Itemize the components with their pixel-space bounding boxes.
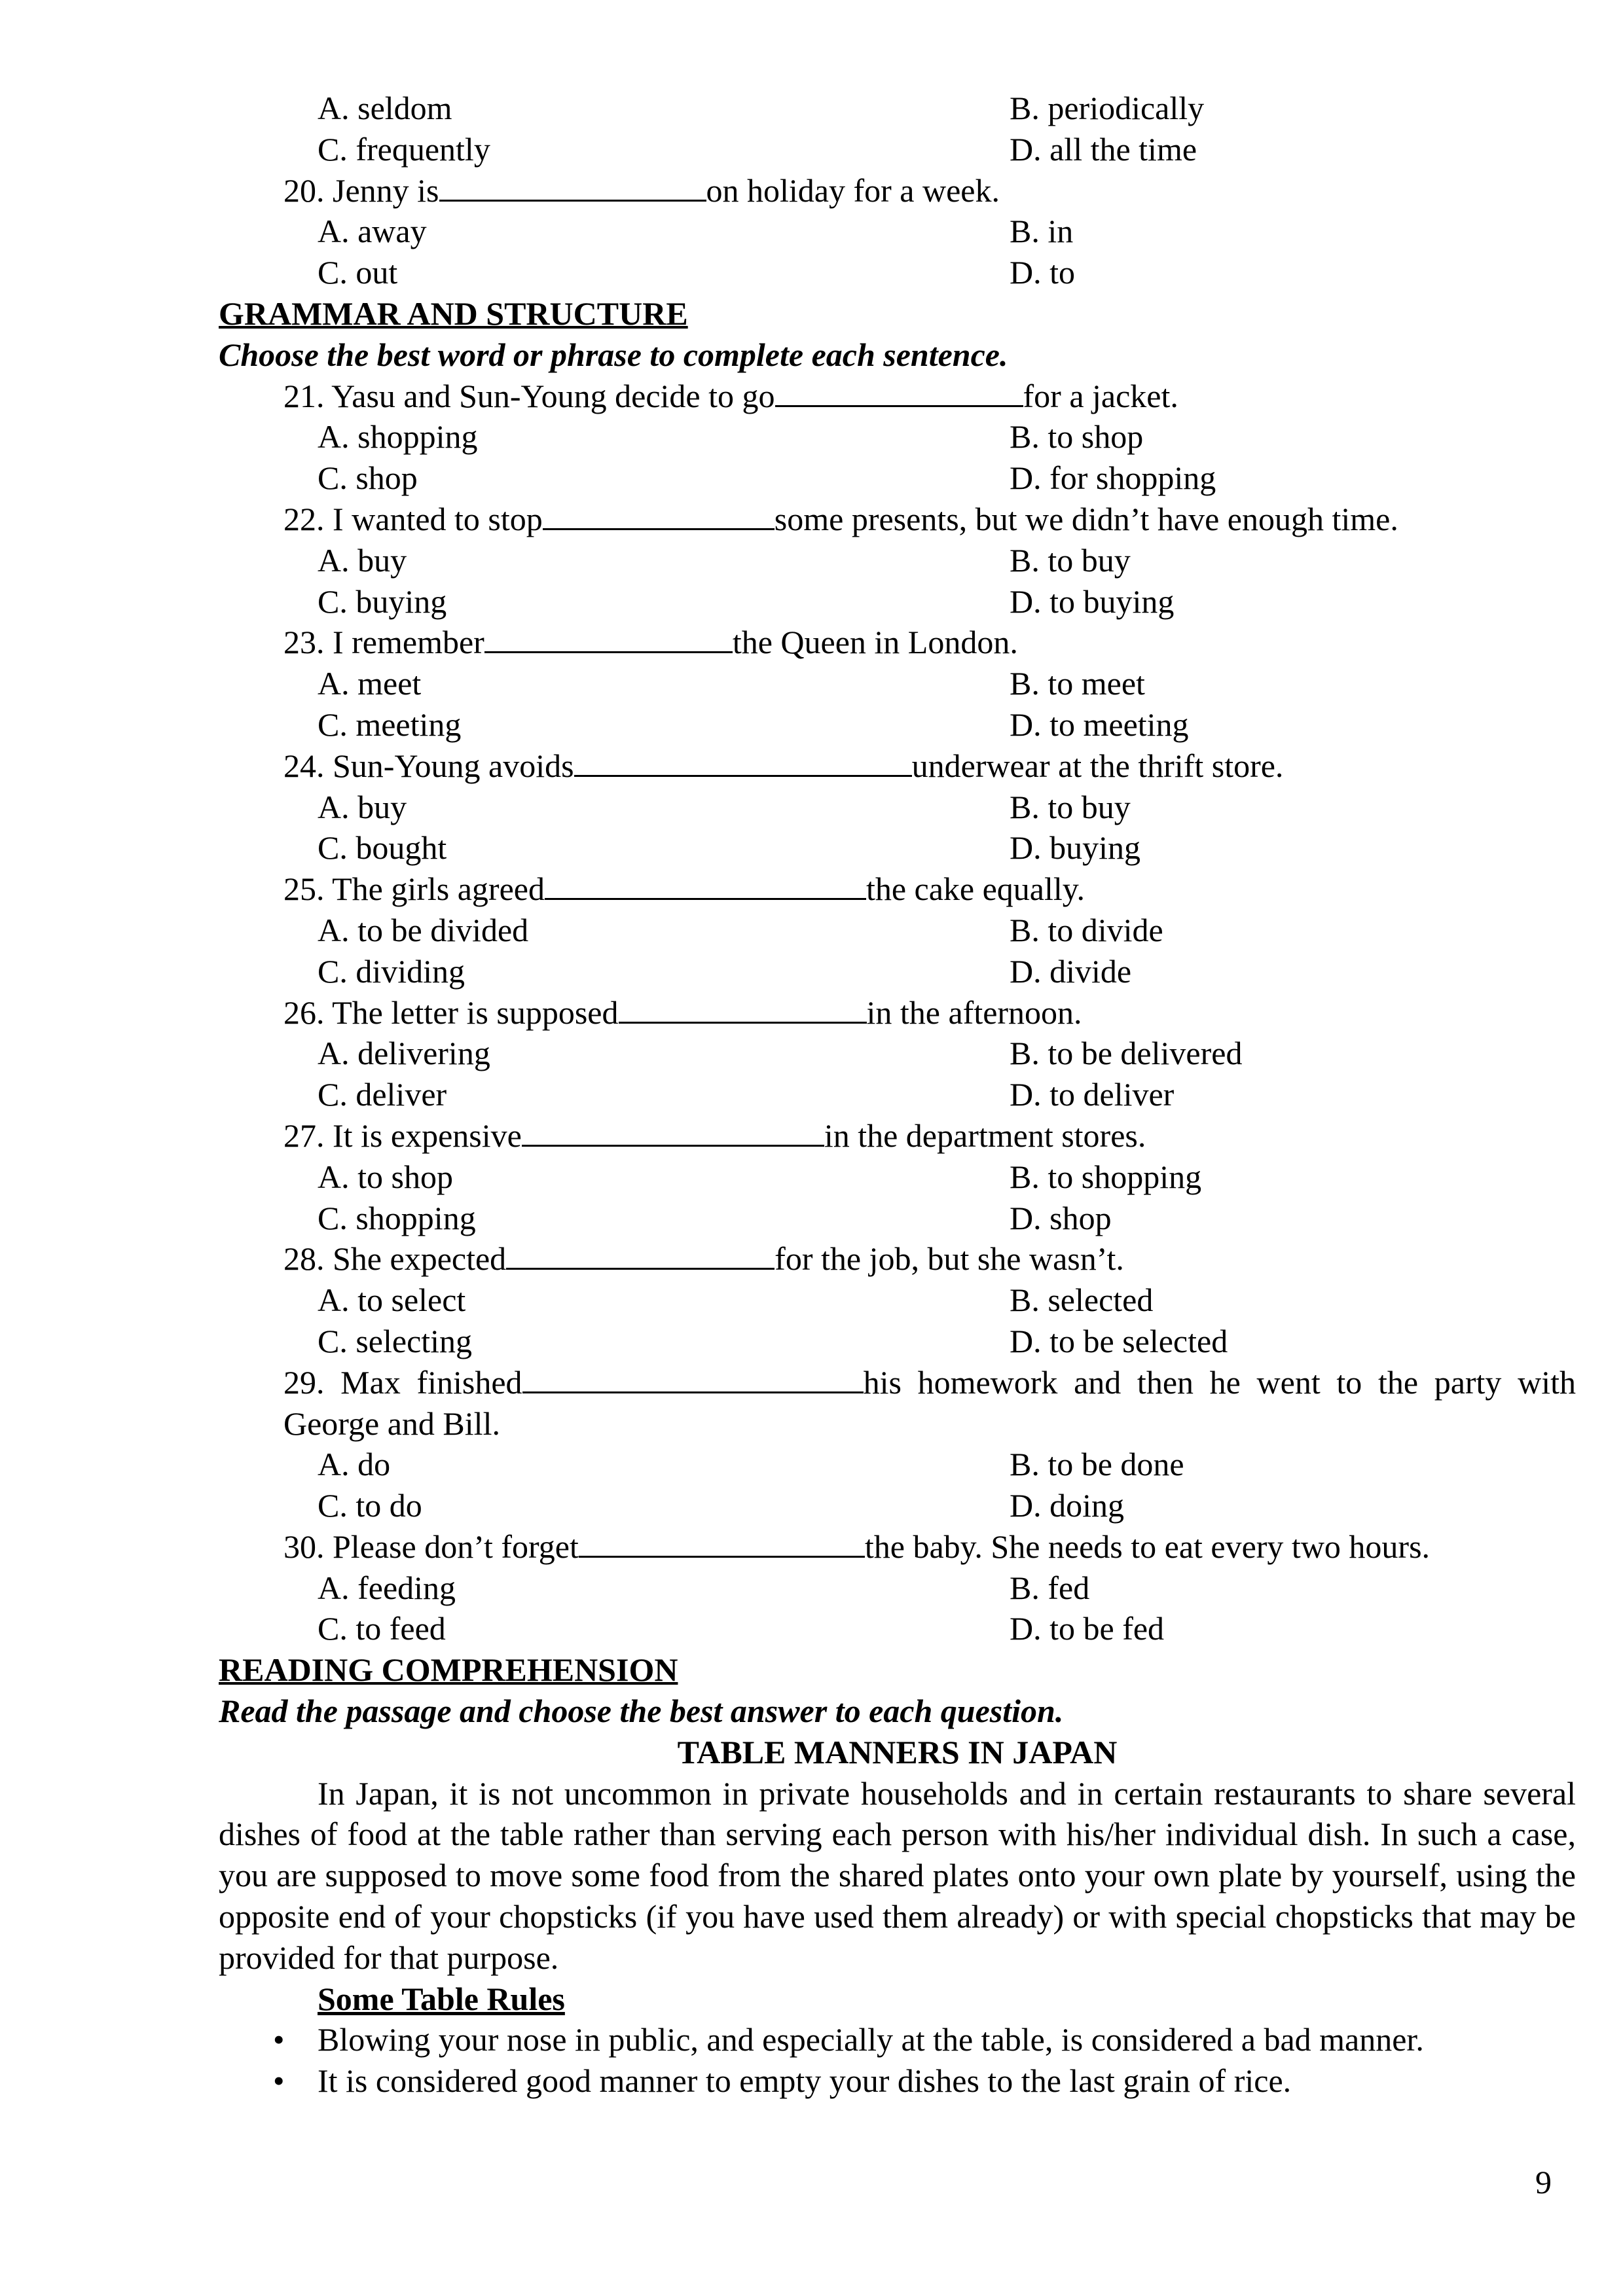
question-text: 25. The girls agreed — [283, 870, 545, 908]
rule-item — [219, 2019, 1576, 2060]
bullet-icon: • — [273, 2062, 285, 2100]
answer-blank — [522, 1363, 864, 1393]
options-row — [318, 540, 1576, 581]
section-instruction-grammar: Choose the best word or phrase to complete each sentence. — [219, 336, 1008, 373]
options-row — [318, 1280, 1576, 1321]
answer-blank — [619, 993, 867, 1024]
options-row — [318, 1321, 1576, 1362]
options-row — [318, 88, 1576, 129]
option-c: C. to do — [318, 1487, 422, 1524]
options-row — [318, 1485, 1576, 1526]
question-25 — [283, 869, 1576, 910]
options-row — [318, 457, 1576, 499]
option-c: C. out — [318, 254, 398, 291]
question-text: in the afternoon. — [866, 994, 1082, 1031]
options-row — [318, 1157, 1576, 1198]
question-30 — [283, 1526, 1576, 1568]
passage-title: TABLE MANNERS IN JAPAN — [677, 1733, 1118, 1770]
rule-text: It is considered good manner to empty your dishes to the last grain of rice. — [318, 2062, 1292, 2100]
worksheet-page — [219, 88, 1576, 2102]
question-text: the cake equally. — [866, 870, 1085, 908]
question-text: the baby. She needs to eat every two hours. — [864, 1528, 1431, 1565]
rule-item — [219, 2060, 1576, 2102]
question-text: 30. Please don’t forget — [283, 1528, 579, 1565]
option-c: C. bought — [318, 829, 447, 867]
options-row — [318, 1608, 1576, 1649]
option-c: C. selecting — [318, 1322, 473, 1359]
question-20 — [283, 170, 1576, 211]
passage-subheading — [318, 1979, 1576, 2020]
option-a: A. buy — [318, 541, 407, 579]
option-c: C. frequently — [318, 130, 490, 168]
options-row — [318, 663, 1576, 704]
question-26 — [283, 992, 1576, 1033]
section-heading-grammar: GRAMMAR AND STRUCTURE — [219, 295, 688, 332]
options-row — [318, 910, 1576, 951]
options-row — [318, 827, 1576, 869]
options-row — [318, 1033, 1576, 1074]
option-a: A. to select — [318, 1282, 466, 1319]
question-text: 21. Yasu and Sun-Young decide to go — [283, 377, 775, 414]
option-b: B. to buy — [1010, 541, 1131, 579]
option-d: D. all the time — [1010, 130, 1197, 168]
options-row — [318, 787, 1576, 828]
answer-blank — [543, 499, 775, 530]
option-b: B. to be done — [1010, 1446, 1184, 1483]
question-27 — [283, 1115, 1576, 1157]
answer-blank — [522, 1116, 824, 1147]
answer-blank — [579, 1527, 865, 1558]
options-row — [318, 1198, 1576, 1239]
option-b: B. selected — [1010, 1282, 1154, 1319]
question-21 — [283, 376, 1576, 417]
question-29 — [283, 1362, 1576, 1444]
option-a: A. seldom — [318, 90, 452, 126]
options-row — [318, 951, 1576, 992]
option-b: B. to shop — [1010, 418, 1144, 456]
options-row — [318, 1074, 1576, 1115]
option-c: C. shop — [318, 459, 418, 497]
option-a: A. feeding — [318, 1569, 456, 1606]
answer-blank — [506, 1239, 775, 1270]
option-a: A. shopping — [318, 418, 478, 456]
question-24 — [283, 745, 1576, 787]
option-c: C. shopping — [318, 1199, 476, 1236]
options-row — [318, 252, 1576, 293]
option-d: D. to be selected — [1010, 1322, 1228, 1359]
answer-blank — [574, 746, 912, 777]
option-d: D. to deliver — [1010, 1076, 1175, 1113]
section-heading-reading: READING COMPREHENSION — [219, 1651, 678, 1689]
option-a: A. delivering — [318, 1035, 490, 1072]
option-b: B. to be delivered — [1010, 1035, 1243, 1072]
option-a: A. meet — [318, 665, 422, 702]
option-a: A. do — [318, 1446, 391, 1483]
question-text: the Queen in London. — [732, 624, 1018, 661]
question-text: 24. Sun-Young avoids — [283, 747, 574, 784]
grammar-questions — [219, 376, 1576, 1650]
passage-paragraph: In Japan, it is not uncommon in private households and in certain restaurants to share several dishes of food at the table rather than serving each person with his/her individual dish. In such a case, you are supposed to move some food from the shared plates onto your own plate by yourself, using the opposite end of your chopsticks (if you have used them already) or with special chopsticks that may be provided for that purpose. — [219, 1774, 1576, 1976]
option-a: A. to shop — [318, 1158, 453, 1195]
option-b: B. to buy — [1010, 788, 1131, 825]
option-a: A. buy — [318, 788, 407, 825]
option-c: C. dividing — [318, 952, 465, 990]
subheading-text: Some Table Rules — [318, 1980, 565, 2017]
option-b: B. fed — [1010, 1569, 1090, 1606]
section-instruction-reading: Read the passage and choose the best answer to each question. — [219, 1693, 1064, 1730]
option-d: D. for shopping — [1010, 459, 1216, 497]
answer-blank — [439, 171, 706, 202]
rule-text: Blowing your nose in public, and especially at the table, is considered a bad manner. — [318, 2021, 1424, 2058]
options-row — [318, 704, 1576, 745]
question-text: 28. She expected — [283, 1240, 507, 1278]
option-c: C. to feed — [318, 1610, 446, 1647]
question-text: for the job, but she wasn’t. — [775, 1240, 1124, 1278]
option-d: D. buying — [1010, 829, 1140, 867]
answer-blank — [545, 869, 866, 900]
question-text: 23. I remember — [283, 624, 484, 661]
option-c: C. buying — [318, 583, 447, 620]
page-number: 9 — [1535, 2164, 1552, 2200]
question-text: 22. I wanted to stop — [283, 500, 543, 537]
option-b: B. to divide — [1010, 911, 1163, 948]
option-b: B. in — [1010, 213, 1074, 250]
option-b: B. to meet — [1010, 665, 1145, 702]
options-row — [318, 211, 1576, 252]
option-a: A. away — [318, 213, 427, 250]
option-c: C. deliver — [318, 1076, 447, 1113]
option-d: D. shop — [1010, 1199, 1112, 1236]
options-row — [318, 581, 1576, 622]
option-d: D. to — [1010, 254, 1075, 291]
question-22 — [283, 499, 1576, 540]
option-d: D. to buying — [1010, 583, 1175, 620]
options-row — [318, 416, 1576, 457]
bullet-icon: • — [273, 2021, 285, 2058]
question-text: 26. The letter is supposed — [283, 994, 619, 1031]
option-d: D. doing — [1010, 1487, 1124, 1524]
question-text: for a jacket. — [1023, 377, 1178, 414]
question-text: in the department stores. — [824, 1117, 1146, 1154]
question-28 — [283, 1238, 1576, 1280]
question-23 — [283, 622, 1576, 663]
question-text: 27. It is expensive — [283, 1117, 522, 1154]
option-d: D. divide — [1010, 952, 1132, 990]
option-b: B. to shopping — [1010, 1158, 1202, 1195]
options-row — [318, 1444, 1576, 1485]
option-d: D. to meeting — [1010, 706, 1189, 743]
question-text: on holiday for a week. — [706, 171, 1000, 209]
options-row — [318, 1568, 1576, 1609]
option-d: D. to be fed — [1010, 1610, 1165, 1647]
answer-blank — [484, 622, 733, 653]
option-c: C. meeting — [318, 706, 462, 743]
question-text: 29. Max finished — [283, 1363, 522, 1401]
option-a: A. to be divided — [318, 911, 529, 948]
question-text: underwear at the thrift store. — [911, 747, 1284, 784]
answer-blank — [775, 376, 1023, 407]
option-b: B. periodically — [1010, 90, 1205, 126]
question-text: some presents, but we didn’t have enough time. — [774, 500, 1398, 537]
question-text: his homework and then he went to the party with George and Bill. — [283, 1363, 1576, 1442]
options-row — [318, 129, 1576, 170]
question-text: 20. Jenny is — [283, 171, 439, 209]
